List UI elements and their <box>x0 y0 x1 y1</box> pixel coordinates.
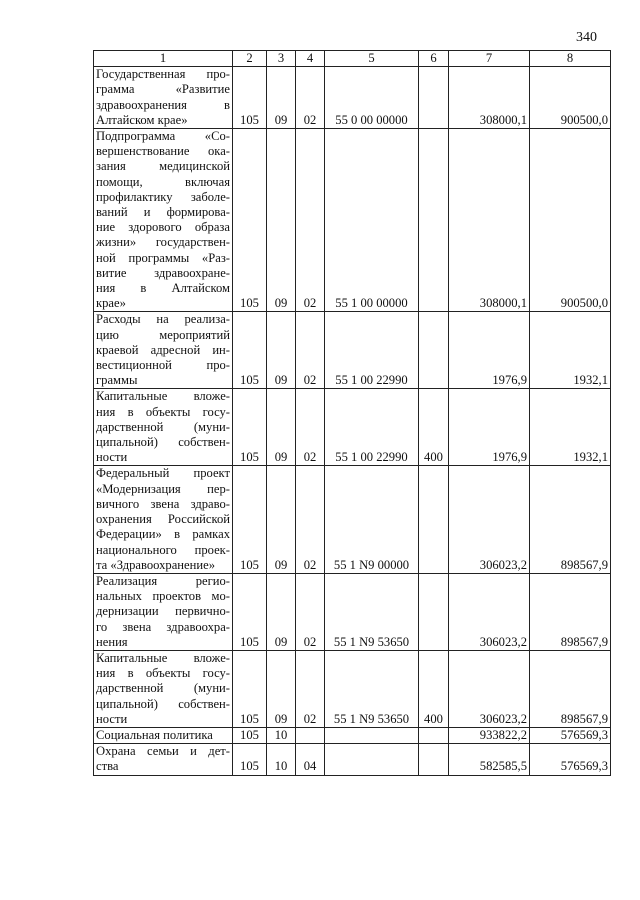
item-name-line: Капитальные вложе- <box>96 650 230 665</box>
item-name-line: Федеральный проект <box>96 466 230 481</box>
expense-type-cell <box>419 573 449 650</box>
code-cell: 105 <box>233 727 267 743</box>
item-name-cell <box>94 129 233 312</box>
item-name-line: дарственной (муни- <box>96 681 230 696</box>
expense-type-cell <box>419 67 449 129</box>
expense-type-cell: 400 <box>419 650 449 727</box>
table-row <box>94 466 611 573</box>
column-header: 2 <box>233 51 267 67</box>
table-row <box>94 573 611 650</box>
item-name-line: ния в объекты госу- <box>96 404 230 419</box>
item-name-line: Расходы на реализа- <box>96 312 230 327</box>
item-name-line: ципальной) собствен- <box>96 696 230 711</box>
item-name-line: ной программы «Раз- <box>96 250 230 265</box>
code-cell: 105 <box>233 389 267 466</box>
expense-type-cell: 400 <box>419 389 449 466</box>
section-cell: 09 <box>267 573 296 650</box>
table-row <box>94 389 611 466</box>
subsection-cell: 02 <box>296 573 325 650</box>
amount-cell: 306023,2 <box>449 573 530 650</box>
item-name-line: Федерации» в рамках <box>96 527 230 542</box>
item-name-line: ципальной) собствен- <box>96 435 230 450</box>
amount-cell: 306023,2 <box>449 650 530 727</box>
subsection-cell: 02 <box>296 389 325 466</box>
page-number: 340 <box>576 30 597 45</box>
amount-cell: 1976,9 <box>449 389 530 466</box>
item-name-line: нения <box>96 634 128 649</box>
item-name-line: «Модернизация пер- <box>96 481 230 496</box>
code-cell: 105 <box>233 744 267 775</box>
budget-table <box>93 50 611 776</box>
target-article-cell <box>325 744 419 775</box>
subsection-cell: 02 <box>296 650 325 727</box>
amount-cell: 898567,9 <box>530 466 611 573</box>
expense-type-cell <box>419 466 449 573</box>
item-name-line: ния в объекты госу- <box>96 666 230 681</box>
table-body <box>94 67 611 775</box>
expense-type-cell <box>419 727 449 743</box>
item-name-line: ности <box>96 450 128 465</box>
column-header: 5 <box>325 51 419 67</box>
item-name-line: здравоохранения в <box>96 97 230 112</box>
subsection-cell: 02 <box>296 466 325 573</box>
column-header: 4 <box>296 51 325 67</box>
target-article-cell: 55 1 00 22990 <box>325 312 419 389</box>
item-name-line: Государственная про- <box>96 67 230 82</box>
section-cell: 09 <box>267 389 296 466</box>
code-cell: 105 <box>233 129 267 312</box>
target-article-cell: 55 1 00 22990 <box>325 389 419 466</box>
item-name-cell <box>94 389 233 466</box>
item-name-line: ства <box>96 759 119 774</box>
item-name-line: цию мероприятий <box>96 327 230 342</box>
item-name-line: профилактику заболе- <box>96 189 230 204</box>
item-name-cell <box>94 312 233 389</box>
item-name-line: вестиционной про- <box>96 358 230 373</box>
column-header: 6 <box>419 51 449 67</box>
amount-cell: 898567,9 <box>530 650 611 727</box>
item-name-line: вершенствование ока- <box>96 144 230 159</box>
item-name-line: ния в Алтайском <box>96 281 230 296</box>
amount-cell: 1932,1 <box>530 312 611 389</box>
item-name-line: витие здравоохране- <box>96 265 230 280</box>
item-name-line: жизни» государствен- <box>96 235 230 250</box>
amount-cell: 576569,3 <box>530 727 611 743</box>
amount-cell: 308000,1 <box>449 67 530 129</box>
column-header: 3 <box>267 51 296 67</box>
expense-type-cell <box>419 744 449 775</box>
subsection-cell: 04 <box>296 744 325 775</box>
subsection-cell <box>296 727 325 743</box>
item-name-line: зания медицинской <box>96 159 230 174</box>
section-cell: 09 <box>267 312 296 389</box>
amount-cell: 576569,3 <box>530 744 611 775</box>
section-cell: 09 <box>267 129 296 312</box>
subsection-cell: 02 <box>296 312 325 389</box>
table-row <box>94 744 611 775</box>
item-name-cell <box>94 727 233 743</box>
code-cell: 105 <box>233 573 267 650</box>
item-name-line: Реализация регио- <box>96 573 230 588</box>
item-name-line: Капитальные вложе- <box>96 389 230 404</box>
item-name-line: Социальная политика <box>96 727 213 742</box>
table-row <box>94 727 611 743</box>
code-cell: 105 <box>233 466 267 573</box>
amount-cell: 308000,1 <box>449 129 530 312</box>
target-article-cell: 55 0 00 00000 <box>325 67 419 129</box>
item-name-line: крае» <box>96 296 126 311</box>
item-name-line: ние здорового образа <box>96 220 230 235</box>
item-name-line: Подпрограмма «Со- <box>96 129 230 144</box>
target-article-cell: 55 1 00 00000 <box>325 129 419 312</box>
target-article-cell <box>325 727 419 743</box>
target-article-cell: 55 1 N9 53650 <box>325 573 419 650</box>
item-name-line: национального проек- <box>96 542 230 557</box>
item-name-line: Алтайском крае» <box>96 112 188 127</box>
target-article-cell: 55 1 N9 00000 <box>325 466 419 573</box>
section-cell: 10 <box>267 727 296 743</box>
section-cell: 10 <box>267 744 296 775</box>
item-name-line: грамма «Развитие <box>96 82 230 97</box>
item-name-line: дернизации первично- <box>96 604 230 619</box>
code-cell: 105 <box>233 312 267 389</box>
target-article-cell: 55 1 N9 53650 <box>325 650 419 727</box>
column-header: 8 <box>530 51 611 67</box>
code-cell: 105 <box>233 67 267 129</box>
table-row <box>94 67 611 129</box>
table-row <box>94 650 611 727</box>
column-header: 1 <box>94 51 233 67</box>
subsection-cell: 02 <box>296 129 325 312</box>
table-header-row <box>94 51 611 67</box>
item-name-line: краевой адресной ин- <box>96 342 230 357</box>
code-cell: 105 <box>233 650 267 727</box>
item-name-line: охранения Российской <box>96 512 230 527</box>
item-name-cell <box>94 573 233 650</box>
amount-cell: 900500,0 <box>530 67 611 129</box>
expense-type-cell <box>419 129 449 312</box>
column-header: 7 <box>449 51 530 67</box>
item-name-cell <box>94 466 233 573</box>
amount-cell: 582585,5 <box>449 744 530 775</box>
subsection-cell: 02 <box>296 67 325 129</box>
item-name-line: вичного звена здраво- <box>96 496 230 511</box>
amount-cell: 1976,9 <box>449 312 530 389</box>
amount-cell: 900500,0 <box>530 129 611 312</box>
item-name-cell <box>94 650 233 727</box>
item-name-line: помощи, включая <box>96 174 230 189</box>
item-name-line: го звена здравоохра- <box>96 619 230 634</box>
section-cell: 09 <box>267 650 296 727</box>
table-row <box>94 312 611 389</box>
expense-type-cell <box>419 312 449 389</box>
item-name-line: та «Здравоохранение» <box>96 557 216 572</box>
item-name-line: Охрана семьи и дет- <box>96 744 230 759</box>
amount-cell: 898567,9 <box>530 573 611 650</box>
amount-cell: 933822,2 <box>449 727 530 743</box>
table-row <box>94 129 611 312</box>
amount-cell: 306023,2 <box>449 466 530 573</box>
amount-cell: 1932,1 <box>530 389 611 466</box>
item-name-line: ности <box>96 711 128 726</box>
item-name-line: дарственной (муни- <box>96 419 230 434</box>
item-name-cell <box>94 67 233 129</box>
section-cell: 09 <box>267 466 296 573</box>
item-name-cell <box>94 744 233 775</box>
item-name-line: граммы <box>96 373 138 388</box>
item-name-line: ваний и формирова- <box>96 205 230 220</box>
section-cell: 09 <box>267 67 296 129</box>
item-name-line: нальных проектов мо- <box>96 589 230 604</box>
